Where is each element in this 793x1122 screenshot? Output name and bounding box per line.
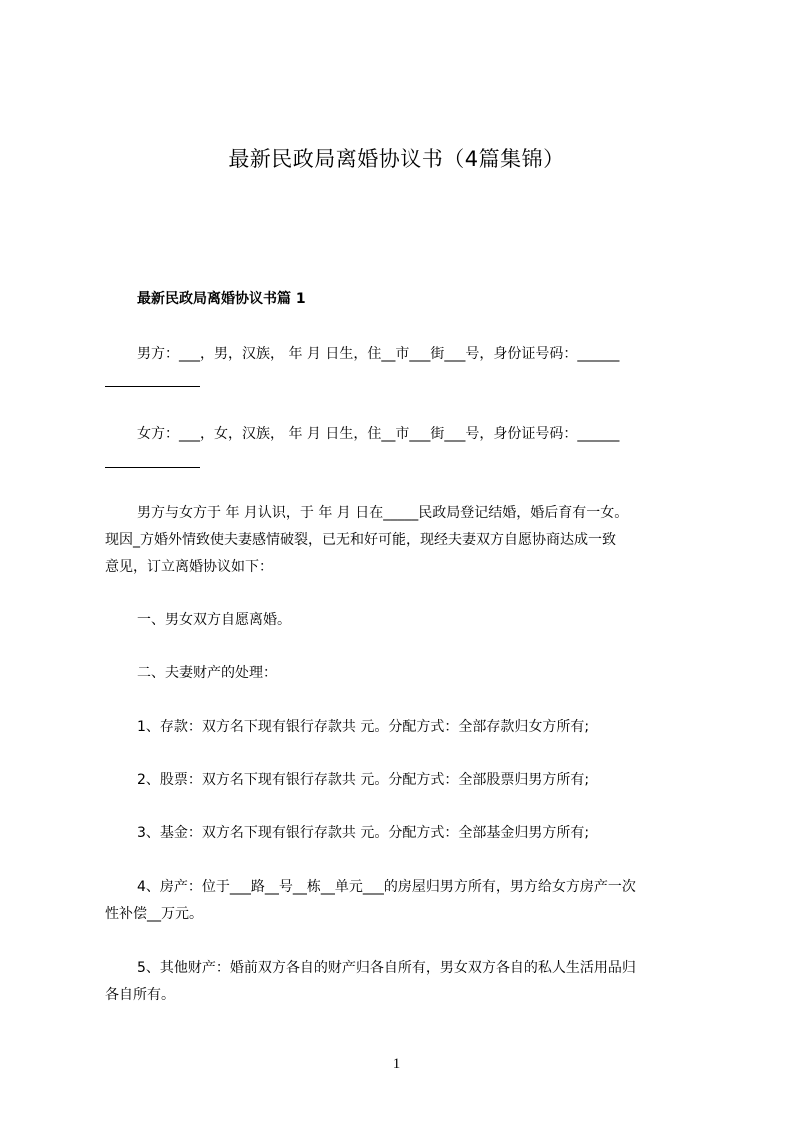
id-number-underline-man: [105, 386, 200, 387]
property-item-4-line-1: 4、房产：位于___路__号__栋__单元___的房屋归男方所有，男方给女方房产一次: [137, 879, 636, 895]
property-item-2: 2、股票：双方名下现有银行存款共 元。分配方式：全部股票归男方所有;: [137, 772, 590, 788]
clause-1: 一、男女双方自愿离婚。: [137, 612, 291, 628]
man-info-line: 男方：___，男，汉族， 年 月 日生，住__市___街___号，身份证号码：______: [137, 346, 620, 362]
section-heading: 最新民政局离婚协议书篇 1: [137, 291, 306, 307]
id-number-underline-woman: [105, 467, 200, 468]
clause-2: 二、夫妻财产的处理：: [137, 665, 277, 681]
property-item-3: 3、基金：双方名下现有银行存款共 元。分配方式：全部基金归男方所有;: [137, 825, 590, 841]
property-item-5-line-2: 各自所有。: [105, 987, 175, 1003]
property-item-4-line-2: 性补偿__万元。: [105, 906, 203, 922]
document-title: 最新民政局离婚协议书（4篇集锦）: [228, 147, 565, 171]
intro-line-3: 意见，订立离婚协议如下：: [105, 559, 273, 575]
woman-info-line: 女方：___，女，汉族， 年 月 日生，住__市___街___号，身份证号码：______: [137, 426, 620, 442]
intro-line-1: 男方与女方于 年 月认识，于 年 月 日在_____民政局登记结婚，婚后育有一女。: [137, 505, 629, 521]
property-item-5-line-1: 5、其他财产：婚前双方各自的财产归各自所有，男女双方各自的私人生活用品归: [137, 960, 636, 976]
intro-line-2: 现因_方婚外情致使夫妻感情破裂，已无和好可能，现经夫妻双方自愿协商达成一致: [105, 532, 616, 548]
page-number: 1: [392, 1056, 401, 1072]
property-item-1: 1、存款：双方名下现有银行存款共 元。分配方式：全部存款归女方所有;: [137, 719, 590, 735]
